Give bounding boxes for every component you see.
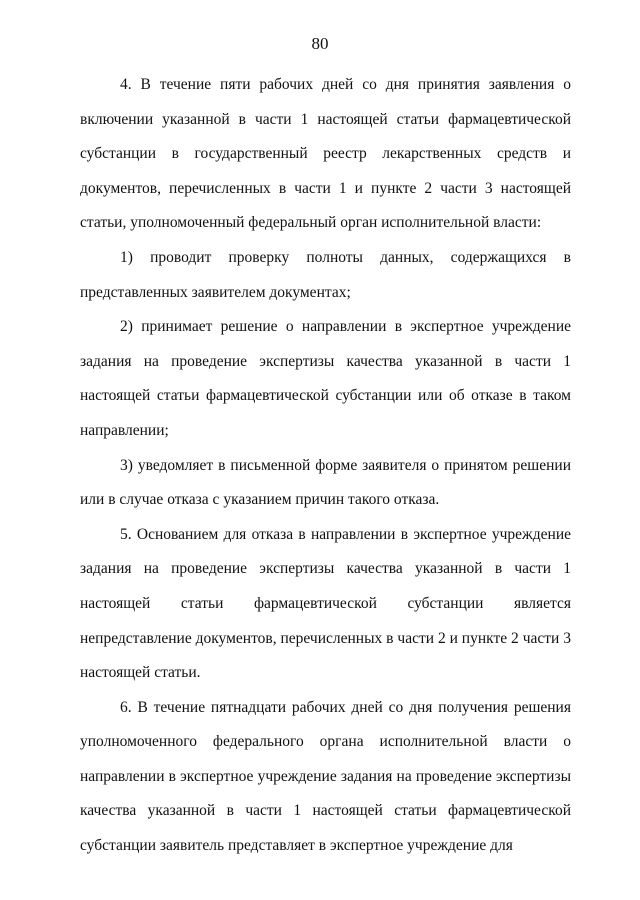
page-number: 80: [311, 34, 329, 53]
paragraph-part-6: 6. В течение пятнадцати рабочих дней со дня получения решения уполномоченного федерального органа исполнительной власти о направлении в экспертное учреждение задания на проведение экспертизы качества указанной в части 1 настоящей статьи фармацевтической субстанции заявитель представляет в экспертное учреждение для: [80, 698, 571, 855]
paragraph-part-4: 4. В течение пяти рабочих дней со дня принятия заявления о включении указанной в части 1 настоящей статьи фармацевтической субстанции в государственный реестр лекарственных средств и документов, перечисленных в части 1 и пункте 2 части 3 настоящей статьи, уполномоченный федеральный орган исполнительной власти:: [80, 76, 571, 232]
paragraph-part-5: 5. Основанием для отказа в направлении в экспертное учреждение задания на проведение экспертизы качества указанной в части 1 настоящей статьи фармацевтической субстанции является непредставление документов, перечисленных в части 2 и пункте 2 части 3 настоящей статьи.: [80, 525, 571, 682]
paragraph-item-3: 3) уведомляет в письменной форме заявителя о принятом решении или в случае отказа с указанием причин такого отказа.: [80, 456, 571, 509]
paragraph-item-1: 1) проводит проверку полноты данных, содержащихся в представленных заявителем документах;: [80, 248, 571, 301]
document-body: [80, 68, 571, 864]
paragraph-item-2: 2) принимает решение о направлении в экспертное учреждение задания на проведение экспертизы качества указанной в части 1 настоящей статьи фармацевтической субстанции или об отказе в таком направлении;: [80, 318, 571, 439]
